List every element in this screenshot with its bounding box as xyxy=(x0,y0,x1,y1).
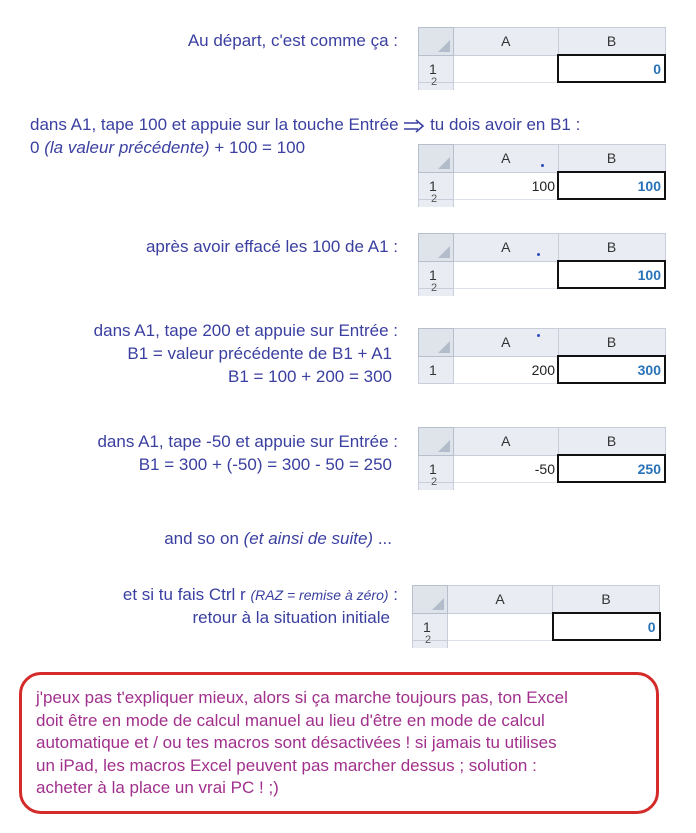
column-header-a[interactable]: A xyxy=(454,145,559,173)
cell-b1[interactable]: 0 xyxy=(553,613,660,640)
cell-b1[interactable]: 300 xyxy=(558,356,665,383)
warning-note-text: j'peux pas t'expliquer mieux, alors si ça marche toujours pas, ton Excel doit être en mode de calcul manuel au lieu d'être en mode de calcul automatique et / ou tes macros sont désactivées ! si jamais tu utilises un iPad, les macros Excel peuvent pas marcher dessus ; solution : acheter à la place un vrai PC ! ;) xyxy=(36,688,568,797)
implies-arrow-icon xyxy=(403,119,425,133)
cell-a1[interactable]: 100 xyxy=(454,172,559,199)
step1-line1 xyxy=(30,114,580,136)
step6-italic: (RAZ = remise à zéro) xyxy=(250,587,389,603)
row-header-2[interactable]: 2 xyxy=(419,288,454,296)
excel-grid-step4 xyxy=(418,427,676,490)
row-header-2[interactable]: 2 xyxy=(419,82,454,90)
cell-b1[interactable]: 0 xyxy=(558,55,665,82)
excel-grid-start xyxy=(418,27,676,90)
column-header-a[interactable]: A xyxy=(454,428,559,456)
step5-line xyxy=(40,528,392,550)
step1-line2 xyxy=(30,137,305,159)
step1-line2-plain: 0 xyxy=(30,138,40,157)
step6-line2: retour à la situation initiale xyxy=(192,608,390,627)
row-header-1[interactable]: 1 xyxy=(413,613,448,640)
column-header-a[interactable]: A xyxy=(454,329,559,357)
row-header-2[interactable]: 2 xyxy=(419,199,454,207)
excel-grid-step3 xyxy=(418,328,676,384)
cursor-dot-icon xyxy=(537,334,540,337)
step5-italic: (et ainsi de suite) xyxy=(243,529,374,548)
step5-plain: and so on xyxy=(164,529,239,548)
cell-a1[interactable] xyxy=(454,55,559,82)
column-header-a[interactable]: A xyxy=(454,28,559,56)
cursor-dot-icon xyxy=(537,253,540,256)
column-header-b[interactable]: B xyxy=(558,329,665,357)
row-header-1[interactable]: 1 xyxy=(419,172,454,199)
row-header-1[interactable]: 1 xyxy=(419,356,454,383)
excel-grid-step1 xyxy=(418,144,676,207)
cell-a1[interactable]: 200 xyxy=(454,356,559,383)
step4-line2: B1 = 300 + (-50) = 300 - 50 = 250 xyxy=(138,455,392,474)
step6-line1 xyxy=(20,584,398,606)
step6-colon: : xyxy=(393,585,398,604)
step3-line1: dans A1, tape 200 et appuie sur Entrée : xyxy=(93,321,398,340)
cell-a1[interactable] xyxy=(454,261,559,288)
step6-plain: et si tu fais Ctrl r xyxy=(122,585,246,604)
column-header-b[interactable]: B xyxy=(558,428,665,456)
row-header-1[interactable]: 1 xyxy=(419,261,454,288)
row-header-1[interactable]: 1 xyxy=(419,55,454,82)
warning-note-box xyxy=(19,672,659,814)
step5-end: ... xyxy=(377,529,392,548)
step2-text: après avoir effacé les 100 de A1 : xyxy=(145,237,398,256)
cell-b1[interactable]: 100 xyxy=(558,261,665,288)
select-all-corner-icon[interactable] xyxy=(419,28,454,56)
excel-grid-reset xyxy=(412,585,671,648)
select-all-corner-icon[interactable] xyxy=(419,428,454,456)
column-header-a[interactable]: A xyxy=(448,586,553,614)
select-all-corner-icon[interactable] xyxy=(419,145,454,173)
row-header-2[interactable]: 2 xyxy=(419,482,454,490)
select-all-corner-icon[interactable] xyxy=(413,586,448,614)
cell-b1[interactable]: 250 xyxy=(558,455,665,482)
row-header-1[interactable]: 1 xyxy=(419,455,454,482)
excel-grid-step2 xyxy=(418,233,676,296)
column-header-a[interactable]: A xyxy=(454,234,559,262)
step1-text-b: tu dois avoir en B1 : xyxy=(430,115,581,134)
column-header-b[interactable]: B xyxy=(558,145,665,173)
row-header-2[interactable]: 2 xyxy=(413,640,448,648)
step1-line2-italic: (la valeur précédente) xyxy=(44,138,210,157)
cell-a1[interactable]: -50 xyxy=(454,455,559,482)
step3-line2: B1 = valeur précédente de B1 + A1 xyxy=(127,344,392,363)
column-header-b[interactable]: B xyxy=(553,586,660,614)
cell-b1[interactable]: 100 xyxy=(558,172,665,199)
select-all-corner-icon[interactable] xyxy=(419,329,454,357)
step4-line1: dans A1, tape -50 et appuie sur Entrée : xyxy=(97,432,398,451)
column-header-b[interactable]: B xyxy=(558,28,665,56)
step3-line3: B1 = 100 + 200 = 300 xyxy=(227,367,392,386)
select-all-corner-icon[interactable] xyxy=(419,234,454,262)
step1-line2-end: + 100 = 100 xyxy=(214,138,306,157)
cursor-dot-icon xyxy=(541,164,544,167)
column-header-b[interactable]: B xyxy=(558,234,665,262)
step1-text-a: dans A1, tape 100 et appuie sur la touche Entrée xyxy=(30,115,399,134)
cell-a1[interactable] xyxy=(448,613,553,640)
step-start-text: Au départ, c'est comme ça : xyxy=(187,31,398,50)
